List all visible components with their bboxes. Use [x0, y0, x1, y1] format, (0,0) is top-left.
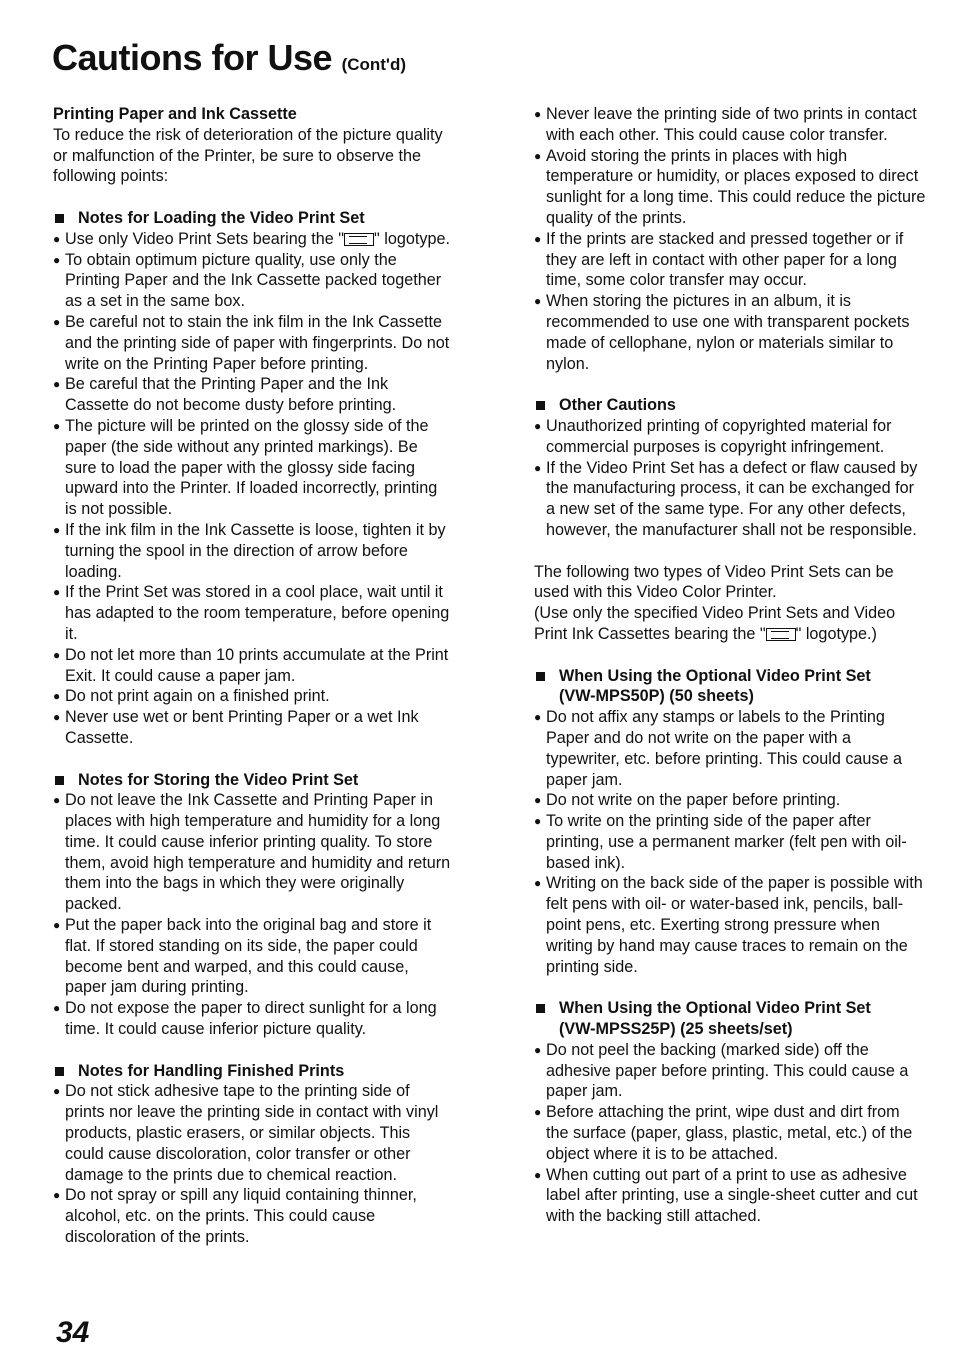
bullet-icon: ●	[53, 1001, 61, 1016]
bullet-icon: ●	[534, 814, 542, 829]
bullet-icon: ●	[53, 252, 61, 267]
section-heading-handling: Notes for Handling Finished Prints	[53, 1061, 453, 1082]
bullet-icon: ●	[53, 522, 61, 537]
list-item: ● Do not expose the paper to direct sunlight for a long time. It could cause inferior picture quality.	[53, 999, 437, 1039]
page-title	[52, 38, 406, 78]
section-heading-loading: Notes for Loading the Video Print Set	[53, 208, 453, 229]
intro-heading: Printing Paper and Ink Cassette	[53, 105, 297, 123]
list-item: ● Do not spray or spill any liquid containing thinner, alcohol, etc. on the prints. This could cause discoloration of the prints.	[53, 1186, 417, 1247]
square-bullet-icon	[536, 672, 545, 681]
bullet-icon: ●	[53, 918, 61, 933]
bullet-icon: ●	[53, 231, 61, 246]
bullet-icon: ●	[53, 418, 61, 433]
list-item: ● Do not write on the paper before printing.	[534, 791, 841, 810]
bullet-icon: ●	[53, 793, 61, 808]
list-item: ● When storing the pictures in an album, it is recommended to use one with transparent pockets made of cellophane, nylon or materials similar to nylon.	[534, 292, 910, 373]
left-column	[53, 104, 453, 1248]
page-number: 34	[56, 1316, 90, 1349]
bullet-icon: ●	[534, 1105, 542, 1120]
bullet-icon: ●	[53, 377, 61, 392]
video-print-logo-icon	[766, 628, 796, 641]
list-item: ● Do not print again on a finished print.	[53, 687, 330, 706]
section-heading-mpss25p: When Using the Optional Video Print Set (VW-MPSS25P) (25 sheets/set)	[534, 998, 926, 1040]
bullet-icon: ●	[53, 710, 61, 725]
bullet-icon: ●	[534, 418, 542, 433]
list-item: ● To obtain optimum picture quality, use only the Printing Paper and the Ink Cassette packed together as a set in the same box.	[53, 250, 442, 311]
list-item: ● Never leave the printing side of two prints in contact with each other. This could cause color transfer.	[534, 105, 917, 144]
bullet-icon: ●	[53, 1188, 61, 1203]
bullet-icon: ●	[53, 689, 61, 704]
title-main: Cautions for Use	[52, 37, 333, 78]
square-bullet-icon	[536, 1004, 545, 1013]
list-item: ● If the Print Set was stored in a cool place, wait until it has adapted to the room temperature, before opening it.	[53, 583, 450, 643]
bullet-icon: ●	[534, 793, 542, 808]
section-heading-mps50p: When Using the Optional Video Print Set (VW-MPS50P) (50 sheets)	[534, 666, 926, 708]
bullet-icon: ●	[534, 107, 542, 121]
section-heading-storing: Notes for Storing the Video Print Set	[53, 770, 453, 791]
types-note: (Use only the specified Video Print Sets and Video Print Ink Cassettes bearing the " " logotype.)	[534, 604, 896, 643]
list-item: ● Put the paper back into the original bag and store it flat. If stored standing on its side, the paper could become bent and warped, and this could cause, paper jam during printing.	[53, 916, 432, 997]
list-item: ● Do not affix any stamps or labels to the Printing Paper and do not write on the paper with a typewriter, etc. before printing. This could cause a paper jam.	[534, 708, 903, 789]
list-item: ● Do not peel the backing (marked side) off the adhesive paper before printing. This could cause a paper jam.	[534, 1040, 909, 1101]
list-item: ● When cutting out part of a print to use as adhesive label after printing, use a single-sheet cutter and cut with the backing still attached.	[534, 1165, 918, 1226]
list-item: ● To write on the printing side of the paper after printing, use a permanent marker (felt pen with oil-based ink).	[534, 812, 907, 872]
list-item: ● Be careful not to stain the ink film in the Ink Cassette and the printing side of paper with fingerprints. Do not write on the Printing Paper before printing.	[53, 312, 450, 373]
list-item: ● Never use wet or bent Printing Paper or a wet Ink Cassette.	[53, 708, 419, 747]
list-item: ● Do not stick adhesive tape to the printing side of prints nor leave the printing side in contact with vinyl products, plastic erasers, or similar objects. This could cause discoloration, color transfer or other damage to the prints due to chemical reaction.	[53, 1082, 439, 1184]
title-suffix: (Cont'd)	[341, 55, 407, 74]
list-item: ● Do not let more than 10 prints accumulate at the Print Exit. It could cause a paper jam.	[53, 645, 449, 685]
list-item: ● Use only Video Print Sets bearing the " " logotype.	[53, 229, 450, 248]
types-text: The following two types of Video Print Sets can be used with this Video Color Printer.	[534, 562, 894, 602]
video-print-logo-icon	[344, 233, 374, 246]
square-bullet-icon	[536, 401, 545, 410]
section-heading-other: Other Cautions	[534, 395, 926, 416]
list-item: ● If the Video Print Set has a defect or flaw caused by the manufacturing process, it can be exchanged for a new set of the same type. For any other defects, however, the manufacturer shall not be responsible.	[534, 458, 918, 539]
square-bullet-icon	[55, 214, 64, 223]
list-item: ● If the ink film in the Ink Cassette is loose, tighten it by turning the spool in the direction of arrow before loading.	[53, 520, 446, 581]
bullet-icon: ●	[534, 710, 542, 725]
list-item: ● Before attaching the print, wipe dust and dirt from the surface (paper, glass, plastic, metal, etc.) of the object where it is to be attached.	[534, 1103, 913, 1163]
bullet-icon: ●	[534, 1042, 542, 1057]
list-item: ● Unauthorized printing of copyrighted material for commercial purposes is copyright infringement.	[534, 416, 892, 456]
bullet-icon: ●	[53, 314, 61, 329]
list-item: ● Do not leave the Ink Cassette and Printing Paper in places with high temperature and humidity for a long time. It could cause inferior printing quality. To store them, avoid high temperature and humidity and return them into the bags in which they were originally packed.	[53, 791, 451, 914]
bullet-icon: ●	[534, 1167, 542, 1182]
square-bullet-icon	[55, 776, 64, 785]
right-column	[534, 104, 926, 1227]
bullet-icon: ●	[534, 294, 542, 309]
bullet-icon: ●	[534, 231, 542, 246]
list-item: ● Writing on the back side of the paper is possible with felt pens with oil- or water-based ink, pencils, ball-point pens, etc. Exerting strong pressure when writing by hand may cause traces to remain on the printing side.	[534, 874, 923, 976]
bullet-icon: ●	[534, 460, 542, 475]
list-item: ● Be careful that the Printing Paper and the Ink Cassette do not become dusty before printing.	[53, 375, 397, 415]
bullet-icon: ●	[53, 585, 61, 600]
bullet-icon: ●	[53, 1084, 61, 1099]
bullet-icon: ●	[534, 876, 542, 891]
bullet-icon: ●	[53, 647, 61, 662]
list-item: ● Avoid storing the prints in places with high temperature or humidity, or places exposed to direct sunlight for a long time. This could reduce the picture quality of the prints.	[534, 146, 926, 227]
list-item: ● If the prints are stacked and pressed together or if they are left in contact with other paper for a long time, some color transfer may occur.	[534, 229, 904, 290]
square-bullet-icon	[55, 1067, 64, 1076]
intro-text: To reduce the risk of deterioration of the picture quality or malfunction of the Printer, be sure to observe the following points:	[53, 125, 443, 186]
bullet-icon: ●	[534, 148, 542, 163]
list-item: ● The picture will be printed on the glossy side of the paper (the side without any printed markings). Be sure to load the paper with the glossy side facing upward into the Printer. If loaded incorrectly, printing is not possible.	[53, 416, 438, 519]
